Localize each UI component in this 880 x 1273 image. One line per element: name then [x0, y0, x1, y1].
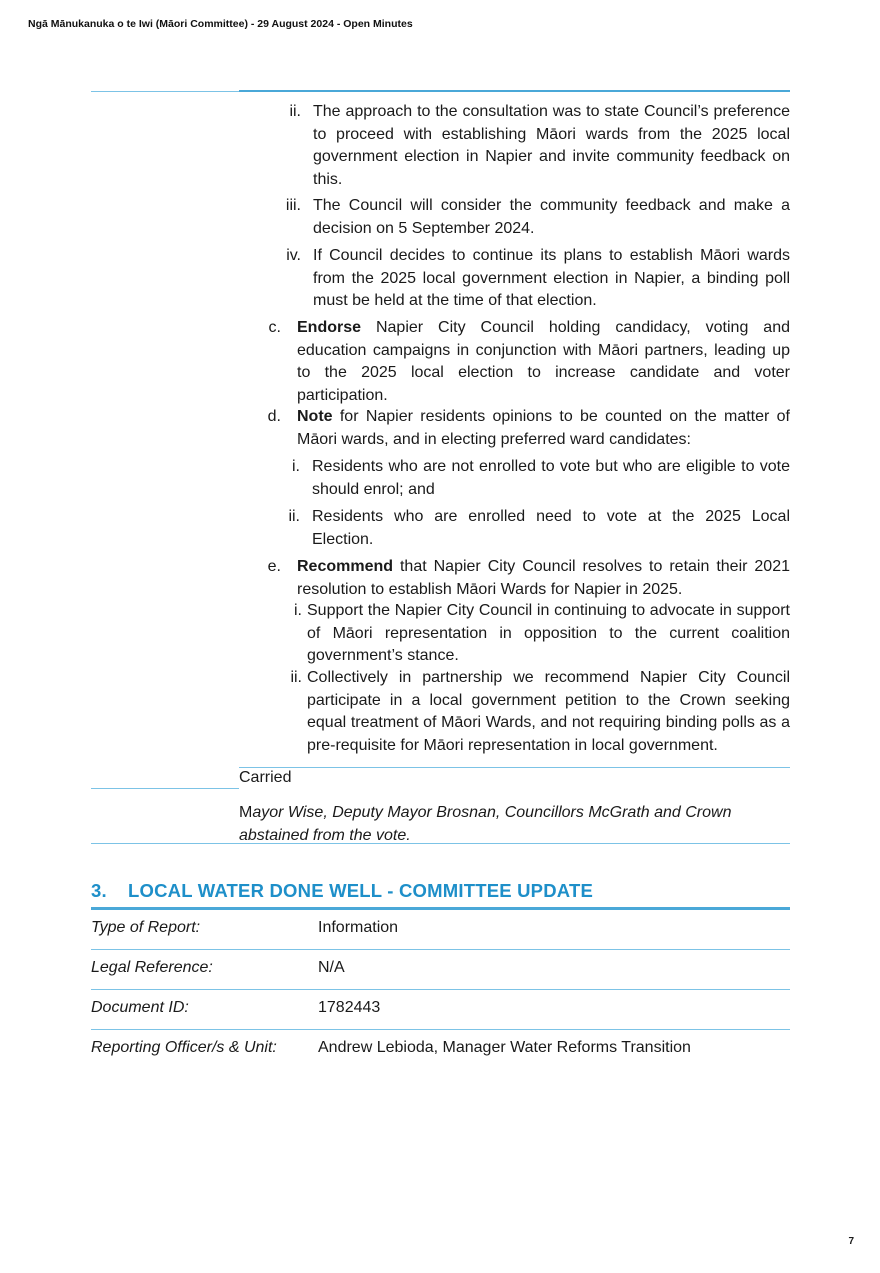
list-marker: c.	[268, 319, 281, 336]
carried-rule-top	[239, 767, 790, 768]
list-text: Support the Napier City Council in continuing to advocate in support of Māori representation in opposition to the current coalition government’s stance.	[307, 602, 790, 664]
list-text: Residents who are enrolled need to vote at the 2025 Local Election.	[312, 508, 790, 548]
meta-label: Type of Report:	[91, 919, 201, 936]
list-keyword: Recommend	[297, 558, 394, 575]
top-rule-right	[239, 90, 790, 92]
list-item	[267, 556, 790, 601]
list-text: The approach to the consultation was to state Council’s preference to proceed with establishing Māori wards from the 2025 local government election in Napier and invite community feedback on this.	[313, 103, 790, 188]
page-number: 7	[848, 1236, 854, 1247]
abstain-note	[239, 802, 779, 847]
carried-rule-left	[91, 788, 239, 789]
meta-value: Information	[318, 919, 399, 936]
list-item	[286, 245, 790, 313]
abstain-text: ayor Wise, Deputy Mayor Brosnan, Councillors McGrath and Crown abstained from the vote.	[239, 804, 732, 844]
top-rule-left	[91, 91, 239, 92]
list-marker: iii.	[285, 197, 301, 214]
list-item	[292, 456, 790, 501]
carried-label: Carried	[239, 769, 292, 786]
abstain-lead: M	[239, 804, 253, 821]
list-text: If Council decides to continue its plans to establish Māori wards from the 2025 local government election in Napier, a binding poll must be held at the time of that election.	[313, 247, 790, 309]
list-marker: ii.	[290, 669, 302, 686]
meta-label: Document ID:	[91, 999, 189, 1016]
section-title: LOCAL WATER DONE WELL - COMMITTEE UPDATE	[128, 880, 593, 901]
section-number: 3.	[91, 880, 107, 901]
list-item	[294, 600, 790, 668]
list-text: Residents who are not enrolled to vote but who are eligible to vote should enrol; and	[312, 458, 790, 498]
list-marker: ii.	[288, 508, 300, 525]
meta-rule	[91, 949, 790, 950]
list-text: Napier City Council holding candidacy, voting and education campaigns in conjunction with Māori partners, leading up to the 2025 local election to increase candidate and voter participation.	[297, 319, 790, 404]
list-marker: e.	[267, 558, 281, 575]
list-item	[268, 317, 790, 407]
list-text: The Council will consider the community feedback and make a decision on 5 September 2024.	[313, 197, 790, 237]
list-text: Collectively in partnership we recommend Napier City Council participate in a local government petition to the Crown seeking equal treatment of Māori Wards, and not requiring binding polls as a pre-requisite for Māori representation in local government.	[307, 669, 790, 754]
list-marker: d.	[267, 408, 281, 425]
list-item	[290, 667, 790, 757]
abstain-rule	[91, 843, 790, 844]
list-text: for Napier residents opinions to be counted on the matter of Māori wards, and in electing preferred ward candidates:	[297, 408, 790, 448]
list-text: that Napier City Council resolves to retain their 2021 resolution to establish Māori Wards for Napier in 2025.	[297, 558, 790, 598]
list-item	[288, 506, 790, 551]
meta-value: Andrew Lebioda, Manager Water Reforms Transition	[318, 1039, 691, 1056]
list-item	[267, 406, 790, 451]
meta-label: Reporting Officer/s & Unit:	[91, 1039, 277, 1056]
list-keyword: Note	[297, 408, 333, 425]
document-header: Ngā Mānukanuka o te Iwi (Māori Committee) - 29 August 2024 - Open Minutes	[28, 18, 413, 30]
section-rule	[91, 907, 790, 910]
meta-value: 1782443	[318, 999, 381, 1016]
section-heading	[91, 880, 593, 902]
list-item	[289, 101, 790, 191]
list-marker: i.	[294, 602, 302, 619]
meta-rule	[91, 1029, 790, 1030]
meta-value: N/A	[318, 959, 345, 976]
list-marker: i.	[292, 458, 300, 475]
list-keyword: Endorse	[297, 319, 362, 336]
meta-rule	[91, 989, 790, 990]
list-marker: ii.	[289, 103, 301, 120]
list-marker: iv.	[286, 247, 301, 264]
meta-label: Legal Reference:	[91, 959, 213, 976]
list-item	[285, 195, 790, 240]
